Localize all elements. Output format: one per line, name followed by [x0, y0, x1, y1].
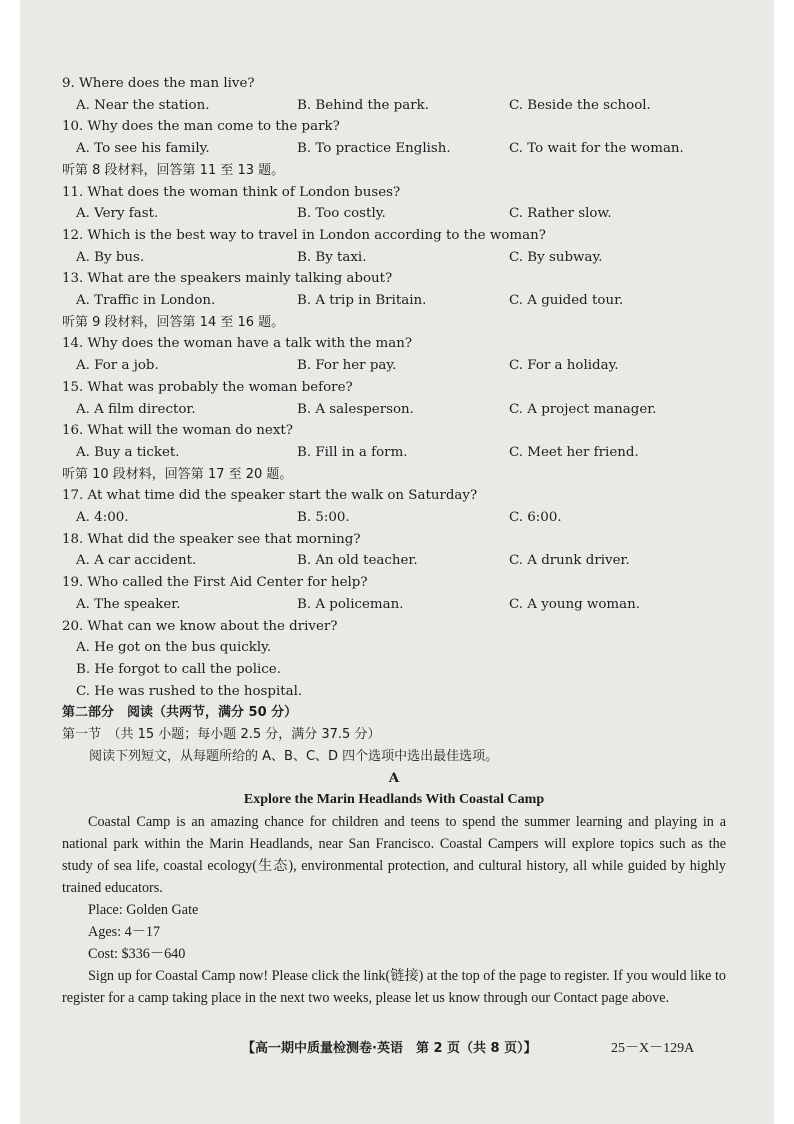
option-a: A. He got on the bus quickly. — [76, 640, 272, 656]
option-a: A. For a job. — [76, 358, 159, 374]
question-9: 9. Where does the man live? — [62, 76, 255, 91]
option-a: A. Near the station. — [76, 97, 210, 113]
exam-page — [20, 0, 774, 1124]
question-12: 12. Which is the best way to travel in London according to the woman? — [62, 227, 546, 243]
question-17: 17. At what time did the speaker start the walk on Saturday? — [62, 488, 478, 504]
reading-instruction: 阅读下列短文，从每题所给的 A、B、C、D 四个选项中选出最佳选项。 — [89, 748, 499, 764]
option-c: C. Meet her friend. — [509, 444, 639, 460]
section-1-heading: 第一节 （共 15 小题；每小题 2.5 分，满分 37.5 分） — [62, 727, 381, 743]
question-11: 11. What does the woman think of London buses? — [62, 184, 401, 200]
page-content — [62, 73, 726, 1009]
option-a: A. Traffic in London. — [76, 293, 216, 309]
options-17 — [62, 507, 726, 529]
passage-title: Explore the Marin Headlands With Coastal Camp — [243, 792, 545, 808]
option-b: B. An old teacher. — [297, 553, 418, 569]
option-b: B. He forgot to call the police. — [76, 661, 281, 677]
part-2-heading: 第二部分 阅读（共两节，满分 50 分） — [62, 705, 298, 721]
options-12 — [62, 247, 726, 269]
question-20: 20. What can we know about the driver? — [62, 618, 338, 634]
option-a: A. 4:00. — [76, 510, 129, 526]
option-b: B. A policeman. — [297, 596, 404, 612]
option-a: A. A film director. — [76, 401, 196, 417]
option-b: B. A salesperson. — [297, 401, 414, 417]
camp-ages: Ages: 4－17 — [88, 923, 161, 940]
option-c: C. A young woman. — [509, 596, 640, 612]
option-b: B. A trip in Britain. — [297, 293, 427, 309]
option-c: C. A guided tour. — [509, 293, 624, 309]
options-15 — [62, 399, 726, 421]
option-a: A. The speaker. — [76, 596, 181, 612]
option-c: C. 6:00. — [509, 510, 562, 526]
footer-code: 25－X－129A — [611, 1041, 695, 1056]
question-19: 19. Who called the First Aid Center for help? — [62, 575, 368, 591]
option-c: C. To wait for the woman. — [509, 141, 684, 157]
option-a: A. Very fast. — [76, 206, 159, 222]
passage-letter: A — [388, 769, 400, 786]
option-a: A. Buy a ticket. — [76, 444, 180, 460]
option-a: A. By bus. — [76, 249, 145, 265]
options-10 — [62, 138, 726, 160]
options-19 — [62, 594, 726, 616]
option-c: C. A project manager. — [509, 401, 657, 417]
option-c: C. Beside the school. — [509, 97, 651, 113]
footer-exam-info: 【高一期中质量检测卷·英语 第 2 页（共 8 页）】 — [242, 1041, 537, 1056]
camp-place: Place: Golden Gate — [88, 901, 199, 918]
option-b: B. For her pay. — [297, 358, 397, 374]
camp-cost: Cost: $336－640 — [88, 945, 186, 962]
section-9-heading: 听第 9 段材料，回答第 14 至 16 题。 — [62, 314, 285, 330]
option-c: C. Rather slow. — [509, 206, 612, 222]
option-b: B. Fill in a form. — [297, 444, 408, 460]
section-10-heading: 听第 10 段材料，回答第 17 至 20 题。 — [62, 466, 293, 482]
option-c: C. He was rushed to the hospital. — [76, 683, 303, 699]
options-16 — [62, 442, 726, 464]
option-a: A. A car accident. — [76, 553, 197, 569]
option-b: B. 5:00. — [297, 510, 350, 526]
passage-paragraph-2: Sign up for Coastal Camp now! Please click the link(链接) at the top of the page to register. If you would like to register for a camp taking place in the next two weeks, please let us know through our Contact page above. — [62, 967, 726, 1006]
options-11 — [62, 203, 726, 225]
options-13 — [62, 290, 726, 312]
option-b: B. By taxi. — [297, 249, 367, 265]
option-b: B. Behind the park. — [297, 97, 429, 113]
option-a: A. To see his family. — [76, 141, 210, 157]
option-b: B. To practice English. — [297, 141, 451, 157]
question-16: 16. What will the woman do next? — [62, 423, 293, 439]
options-18 — [62, 550, 726, 572]
options-9 — [62, 95, 726, 117]
question-14: 14. Why does the woman have a talk with the man? — [62, 336, 413, 352]
option-c: C. By subway. — [509, 249, 603, 265]
question-18: 18. What did the speaker see that morning? — [62, 531, 361, 547]
passage-paragraph-1: Coastal Camp is an amazing chance for children and teens to spend the summer learning and playing in a national park within the Marin Headlands, near San Francisco. Coastal Campers will explore topics such as the study of sea life, coastal ecology(生态), environmental protection, and cultural history, all while guided by highly trained educators. — [62, 813, 726, 896]
question-10: 10. Why does the man come to the park? — [62, 119, 340, 135]
options-14 — [62, 355, 726, 377]
option-c: C. A drunk driver. — [509, 553, 630, 569]
option-c: C. For a holiday. — [509, 358, 619, 374]
question-15: 15. What was probably the woman before? — [62, 379, 353, 395]
section-8-heading: 听第 8 段材料，回答第 11 至 13 题。 — [62, 162, 285, 178]
option-b: B. Too costly. — [297, 206, 386, 222]
question-13: 13. What are the speakers mainly talking about? — [62, 271, 393, 287]
